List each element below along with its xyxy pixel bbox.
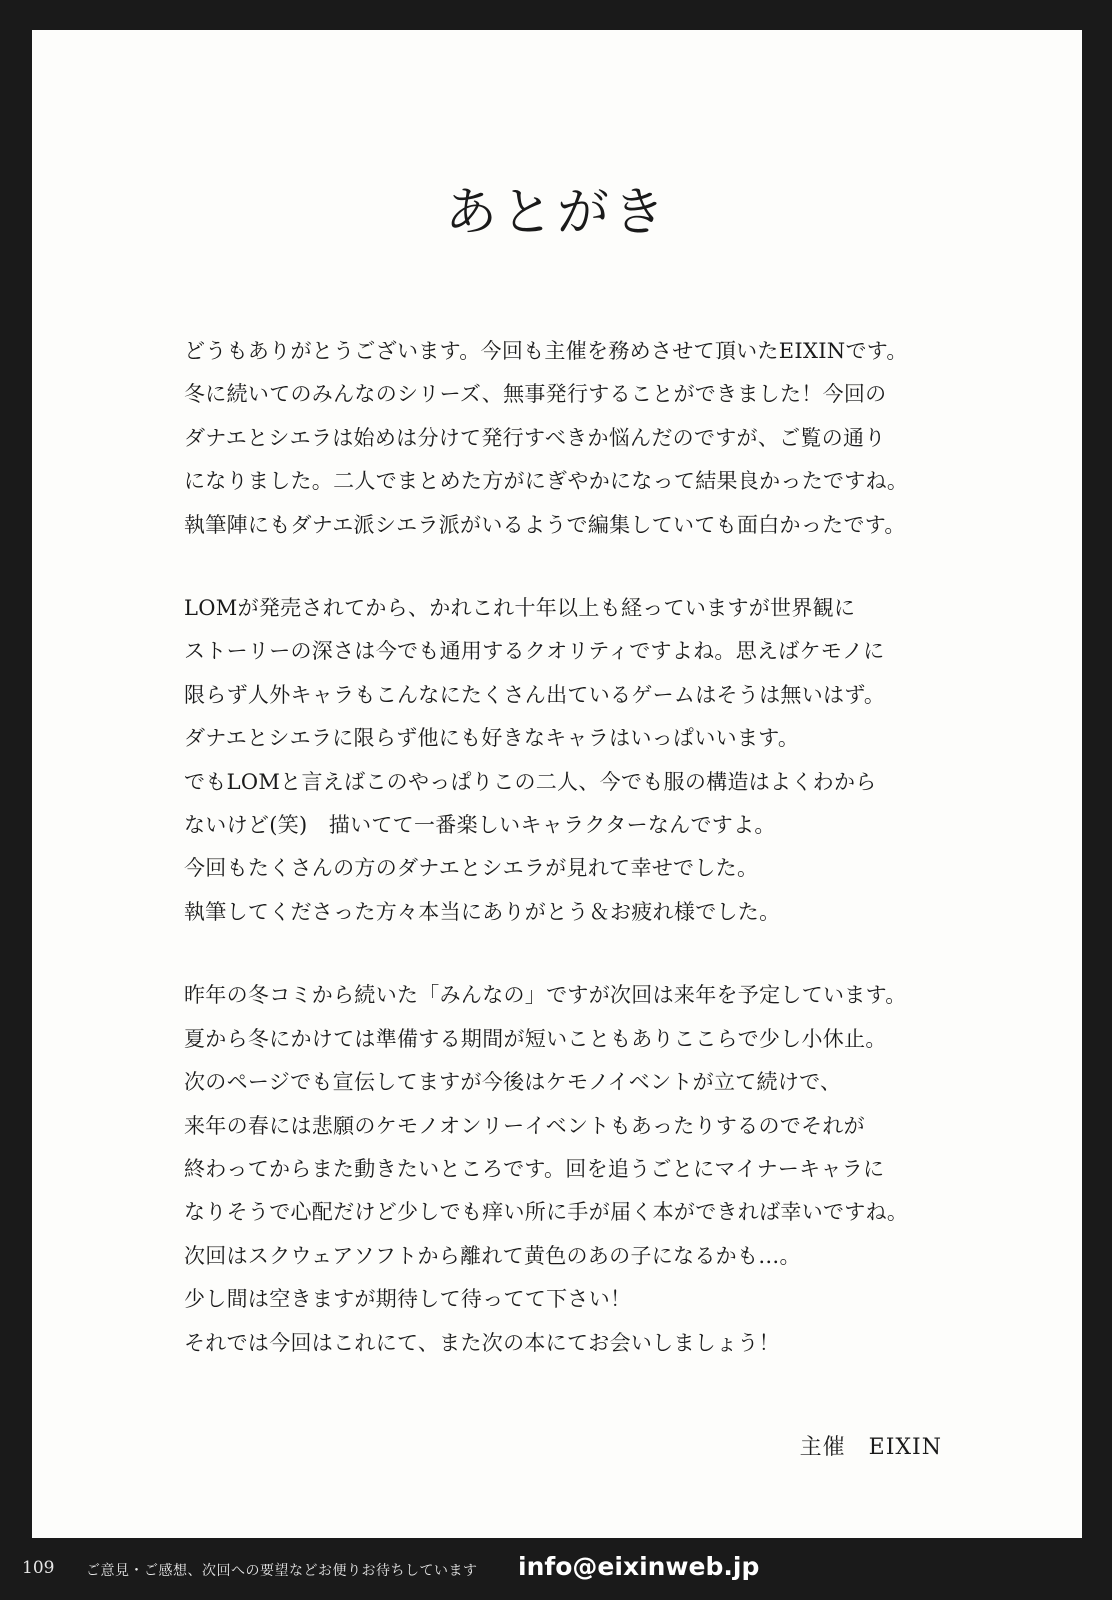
text-line: 次回はスクウェアソフトから離れて黄色のあの子になるかも…。: [184, 1243, 801, 1268]
paragraph-1: [184, 330, 984, 547]
text-line: 少し間は空きますが期待して待ってて下さい！: [184, 1287, 632, 1312]
text-line: になりました。二人でまとめた方がにぎやかになって結果良かったですね。: [184, 469, 909, 494]
text-line: ないけど(笑) 描いてて一番楽しいキャラクターなんですよ。: [184, 813, 776, 838]
signature: 主催 EIXIN: [799, 1435, 942, 1460]
text-line: 今回もたくさんの方のダナエとシエラが見れて幸せでした。: [184, 856, 759, 881]
text-line: 執筆してくださった方々本当にありがとう＆お疲れ様でした。: [184, 899, 781, 924]
text-line: ダナエとシエラに限らず他にも好きなキャラはいっぱいいます。: [184, 726, 800, 751]
text-line: 終わってからまた動きたいところです。回を追うごとにマイナーキャラに: [184, 1156, 885, 1181]
text-line: どうもありがとうございます。今回も主催を務めさせて頂いたEIXINです。: [184, 339, 908, 363]
text-line: 夏から冬にかけては準備する期間が短いこともありここらで少し小休止。: [184, 1026, 887, 1051]
text-line: 来年の春には悲願のケモノオンリーイベントもあったりするのでそれが: [184, 1113, 865, 1138]
afterword-body: [184, 330, 984, 1405]
text-line: LOMが発売されてから、かれこれ十年以上も経っていますが世界観に: [184, 596, 856, 621]
footer-bar: [0, 1538, 1112, 1600]
text-line: でもLOMと言えばこのやっぱりこの二人、今でも服の構造はよくわから: [184, 769, 877, 794]
text-line: 次のページでも宣伝してますが今後はケモノイベントが立て続けで、: [184, 1070, 842, 1095]
text-line: ダナエとシエラは始めは分けて発行すべきか悩んだのですが、ご覧の通り: [184, 425, 886, 450]
text-line: それでは今回はこれにて、また次の本にてお会いしましょう！: [184, 1330, 780, 1355]
text-line: ストーリーの深さは今でも通用するクオリティですよね。思えばケモノに: [184, 639, 885, 664]
page-sheet: [32, 30, 1082, 1538]
text-line: 執筆陣にもダナエ派シエラ派がいるようで編集していても面白かったです。: [184, 512, 906, 537]
page-title: あとがき: [444, 183, 669, 243]
paragraph-2: [184, 587, 984, 934]
footer-message: ご意見・ご感想、次回への要望などお便りお待ちしています: [86, 1563, 478, 1579]
paragraph-3: [184, 974, 984, 1365]
page-number: 109: [22, 1558, 55, 1578]
text-line: なりそうで心配だけど少しでも痒い所に手が届く本ができれば幸いですね。: [184, 1200, 909, 1225]
contact-email: info@eixinweb.jp: [518, 1552, 760, 1581]
text-line: 限らず人外キャラもこんなにたくさん出ているゲームはそうは無いはず。: [184, 682, 886, 707]
text-line: 冬に続いてのみんなのシリーズ、無事発行することができました！今回の: [184, 382, 887, 407]
text-line: 昨年の冬コミから続いた「みんなの」ですが次回は来年を予定しています。: [184, 983, 907, 1008]
